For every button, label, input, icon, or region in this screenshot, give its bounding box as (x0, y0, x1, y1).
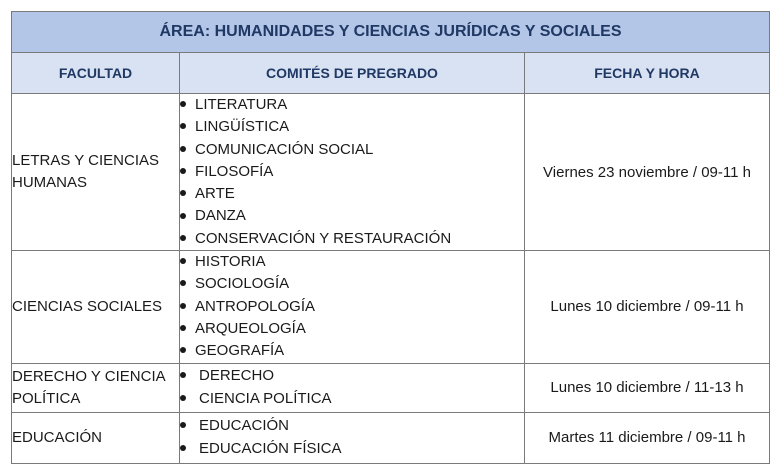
faculty-cell: CIENCIAS SOCIALES (12, 251, 180, 363)
committee-label: FILOSOFÍA (195, 162, 274, 180)
header-committees: COMITÉS DE PREGRADO (180, 53, 525, 94)
schedule-table (11, 11, 770, 464)
header-faculty: FACULTAD (12, 53, 180, 94)
bullet-icon (180, 258, 186, 264)
committee-list (180, 415, 524, 460)
bullet-icon (180, 303, 186, 309)
datetime-cell: Viernes 23 noviembre / 09-11 h (525, 94, 770, 251)
committee-label: ANTROPOLOGÍA (195, 297, 316, 315)
datetime-cell: Lunes 10 diciembre / 09-11 h (525, 251, 770, 363)
bullet-icon (180, 123, 186, 129)
committee-label: ARTE (195, 185, 235, 203)
bullet-icon (180, 445, 186, 451)
bullet-icon (180, 213, 186, 219)
list-item (180, 388, 524, 410)
committees-cell (180, 363, 525, 412)
list-item (180, 251, 524, 273)
committee-label: LINGÜÍSTICA (195, 118, 290, 136)
list-item (180, 415, 524, 437)
bullet-icon (180, 422, 186, 428)
bullet-icon (180, 146, 186, 152)
bullet-icon (180, 347, 186, 353)
committee-list (180, 251, 524, 362)
committee-label: ARQUEOLOGÍA (195, 319, 306, 337)
bullet-icon (180, 235, 186, 241)
committee-label: SOCIOLOGÍA (195, 275, 290, 293)
list-item (180, 161, 524, 183)
committee-label: EDUCACIÓN (199, 417, 290, 435)
list-item (180, 183, 524, 205)
bullet-icon (180, 190, 186, 196)
committee-list (180, 365, 524, 410)
committee-label: DERECHO (199, 367, 275, 385)
committee-list (180, 94, 524, 250)
committees-cell (180, 251, 525, 363)
committees-cell (180, 412, 525, 463)
committee-label: CIENCIA POLÍTICA (199, 389, 332, 407)
bullet-icon (180, 325, 186, 331)
table-title: ÁREA: HUMANIDADES Y CIENCIAS JURÍDICAS Y SOCIALES (12, 12, 770, 53)
bullet-icon (180, 101, 186, 107)
header-row (12, 53, 770, 94)
committee-label: LITERATURA (195, 96, 288, 113)
list-item (180, 228, 524, 250)
list-item (180, 296, 524, 318)
table-row (12, 363, 770, 412)
list-item (180, 438, 524, 460)
faculty-cell: DERECHO Y CIENCIA POLÍTICA (12, 363, 180, 412)
list-item (180, 139, 524, 161)
committees-cell (180, 94, 525, 251)
datetime-cell: Lunes 10 diciembre / 11-13 h (525, 363, 770, 412)
committee-label: HISTORIA (195, 253, 266, 271)
header-datetime: FECHA Y HORA (525, 53, 770, 94)
table-row (12, 412, 770, 463)
list-item (180, 94, 524, 116)
table-row (12, 94, 770, 251)
datetime-cell: Martes 11 diciembre / 09-11 h (525, 412, 770, 463)
list-item (180, 273, 524, 295)
title-row (12, 12, 770, 53)
list-item (180, 318, 524, 340)
faculty-cell: EDUCACIÓN (12, 412, 180, 463)
faculty-cell: LETRAS Y CIENCIAS HUMANAS (12, 94, 180, 251)
committee-label: EDUCACIÓN FÍSICA (199, 439, 342, 457)
bullet-icon (180, 280, 186, 286)
list-item (180, 340, 524, 362)
list-item (180, 205, 524, 227)
committee-label: CONSERVACIÓN Y RESTAURACIÓN (195, 229, 452, 247)
table-row (12, 251, 770, 363)
bullet-icon (180, 168, 186, 174)
bullet-icon (180, 372, 186, 378)
list-item (180, 365, 524, 387)
committee-label: DANZA (195, 207, 246, 225)
bullet-icon (180, 395, 186, 401)
committee-label: COMUNICACIÓN SOCIAL (195, 140, 374, 158)
committee-label: GEOGRAFÍA (195, 342, 285, 360)
list-item (180, 116, 524, 138)
